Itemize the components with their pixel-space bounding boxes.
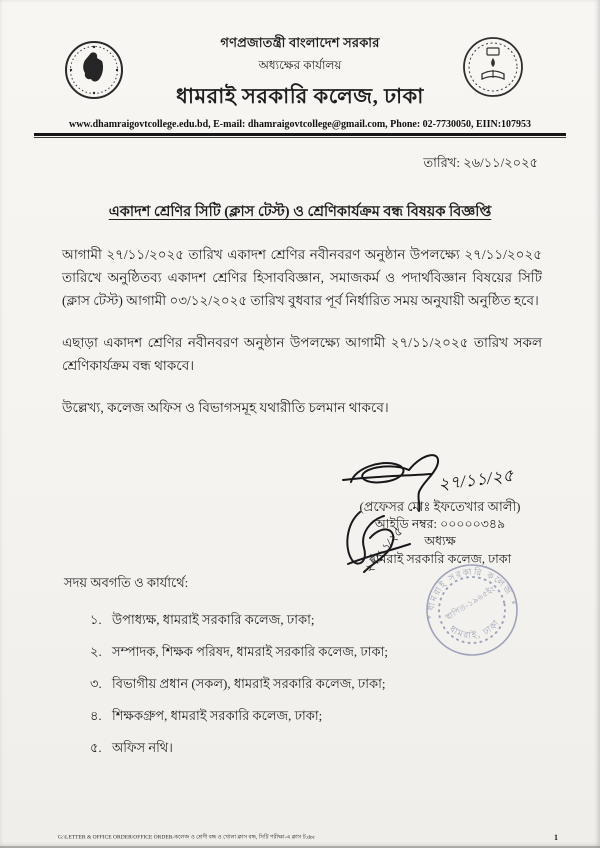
notice-paragraph-2: এছাড়া একাদশ শ্রেণির নবীনবরণ অনুষ্ঠান উপলক্ষ্যে আগামী ২৭/১১/২০২৫ তারিখ সকল শ্রেণিকার্যক্রম বন্ধ থাকবে।	[62, 334, 542, 373]
document-footer	[0, 831, 600, 842]
signatory-name: (প্রফেসর মোঃ ইফতেখার আলী)	[359, 498, 521, 514]
initials-handwritten-date: ২৭/১১/২৫	[361, 525, 406, 576]
signatory-designation: অধ্যক্ষ	[424, 534, 456, 549]
item-number: ২.	[90, 644, 102, 660]
notice-paragraph-3: উল্লেখ্য, কলেজ অফিস ও বিভাগসমূহ যথারীতি চলমান থাকবে।	[62, 399, 389, 415]
item-text: বিভাগীয় প্রধান (সকল), ধামরাই সরকারি কলেজ, ঢাকা;	[112, 676, 386, 692]
notice-title: একাদশ শ্রেণির সিটি (ক্লাস টেস্ট) ও শ্রেণিকার্যক্রম বন্ধ বিষয়ক বিজ্ঞপ্তি	[108, 204, 492, 220]
item-text: সম্পাদক, শিক্ষক পরিষদ, ধামরাই সরকারি কলেজ, ঢাকা;	[112, 644, 388, 660]
notice-body	[0, 244, 600, 420]
footer-file-path: G:\LETTER & OFFICE ORDER\OFFICE ORDER-কলেজ ও শ্রেণী বন্ধ ও খোলা ক্লাস বন্ধ, সিটি পরীক্ষা-এ ক্লাস ট.doc	[58, 834, 316, 841]
notice-date: তারিখ: ২৬/১১/২০২৫	[423, 155, 538, 170]
letterhead	[0, 0, 600, 130]
distribution-item	[90, 611, 542, 632]
distribution-list	[64, 611, 542, 760]
stamp-star-right: *	[510, 598, 517, 609]
page-number: 1	[554, 833, 558, 842]
signatory-id: আইডি নম্বর: ০০০০০৩৪৯	[374, 516, 506, 531]
notice-paragraph-1: আগামী ২৭/১১/২০২৫ তারিখ একাদশ শ্রেণির নবীনবরণ অনুষ্ঠান উপলক্ষ্যে ২৭/১১/২০২৫ তারিখে অনুষ্ঠিতব্য একাদশ শ্রেণির হিসাববিজ্ঞান, সমাজকর্ম ও পদার্থবিজ্ঞান বিষয়ের সিটি (ক্লাস টেস্ট) আগামী ০৩/১২/২০২৫ তারিখ বুধবার পূর্ব নির্ধারিত সময় অনুযায়ী অনুষ্ঠিত হবে।	[62, 247, 542, 308]
item-text: অফিস নথি।	[112, 740, 173, 756]
signatory-institution: ধামরাই সরকারি কলেজ, ঢাকা	[368, 551, 512, 566]
distribution-item	[90, 675, 542, 696]
distribution-item	[90, 707, 542, 728]
stamp-arc-top-text: ধামরাই সরকারি কলেজ	[425, 566, 515, 612]
college-monogram-icon	[462, 36, 524, 98]
stamp-center-text: স্থাপিত-১৯৬৫ইং	[443, 584, 497, 623]
header-rule-divider	[34, 133, 566, 138]
contact-line: www.dhamraigovtcollege.edu.bd, E-mail: dhamraigovtcollege@gmail.com, Phone: 02-7730050, EIIN:107953	[68, 119, 532, 130]
govt-line: গণপ্রজাতন্ত্রী বাংলাদেশ সরকার	[220, 35, 380, 50]
stamp-star-left: *	[426, 613, 433, 624]
signature-handwritten-date: ২৭/১১/২৫	[437, 465, 515, 494]
distribution-heading: সদয় অবগতি ও কার্যার্থে:	[64, 575, 189, 591]
signature-block	[320, 450, 560, 569]
item-number: ৫.	[90, 740, 102, 756]
distribution-item	[90, 739, 542, 760]
item-number: ১.	[90, 612, 102, 628]
bangladesh-govt-seal-icon	[64, 40, 124, 100]
distribution-item	[90, 643, 542, 664]
item-text: শিক্ষকগ্রুপ, ধামরাই সরকারি কলেজ, ঢাকা;	[112, 708, 323, 724]
item-number: ৩.	[90, 676, 102, 692]
item-number: ৪.	[90, 708, 102, 724]
stamp-arc-bottom-text: ধামরাই, ঢাকা	[447, 617, 502, 641]
college-name: ধামরাই সরকারি কলেজ, ঢাকা	[176, 84, 424, 108]
office-line: অধ্যক্ষের কার্যালয়	[258, 58, 342, 72]
item-text: উপাধ্যক্ষ, ধামরাই সরকারি কলেজ, ঢাকা;	[112, 612, 315, 628]
distribution-section	[0, 574, 600, 760]
